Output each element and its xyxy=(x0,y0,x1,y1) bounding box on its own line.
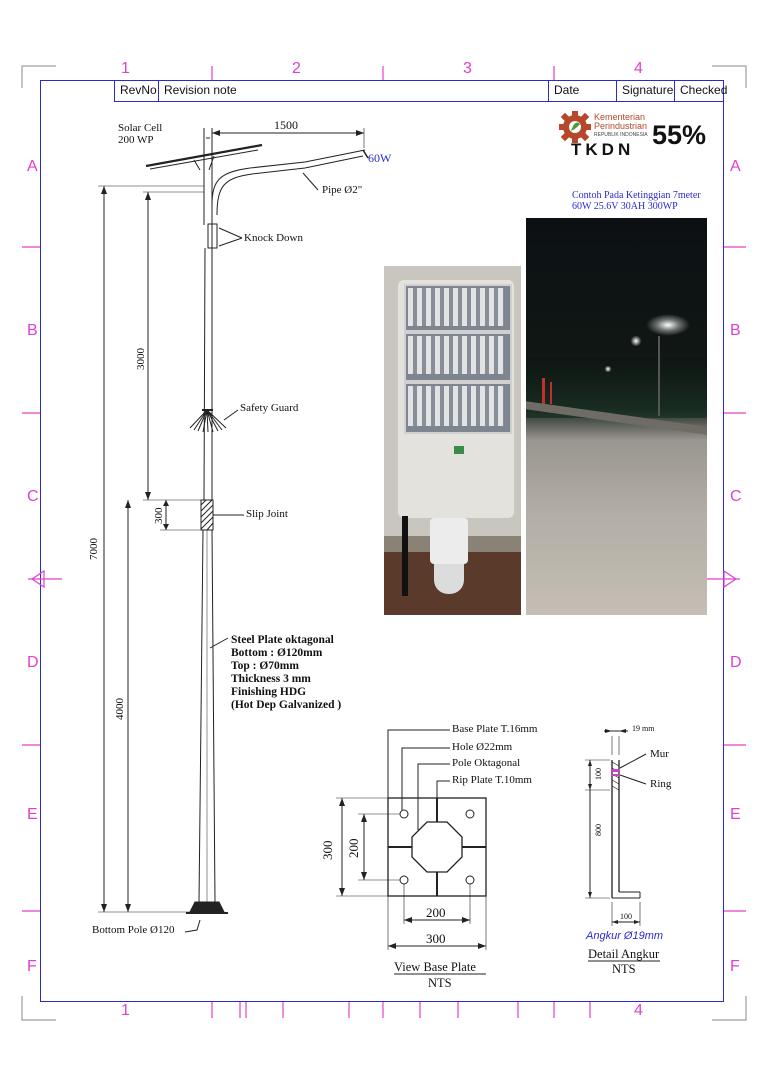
tkdn-percent: 55% xyxy=(652,120,707,150)
knock-down-label: Knock Down xyxy=(244,232,303,244)
pipe-label: Pipe Ø2" xyxy=(322,184,363,196)
anchor-title: Detail Angkur xyxy=(588,947,660,961)
bottom-pole-label: Bottom Pole Ø120 xyxy=(92,924,175,936)
zone-col-4: 4 xyxy=(634,60,643,77)
revno-header: RevNo xyxy=(114,80,158,102)
dim-joint: 300 xyxy=(153,507,165,524)
zone-col-4-bottom: 4 xyxy=(634,1002,643,1019)
spec-line-3: Top : Ø70mm xyxy=(231,660,299,672)
zone-row-d-left: D xyxy=(27,654,39,671)
example-caption-1: Contoh Pada Ketinggian 7meter xyxy=(572,190,701,201)
zone-col-3: 3 xyxy=(463,60,472,77)
anchor-scale: NTS xyxy=(612,962,636,976)
zone-col-1-bottom: 1 xyxy=(121,1002,130,1019)
lamp-watt-label: 60W xyxy=(368,151,392,165)
zone-row-c-right: C xyxy=(730,488,742,505)
hole-label: Hole Ø22mm xyxy=(452,741,513,753)
dim-inner-vertical: 200 xyxy=(346,838,361,858)
dim-total: 7000 xyxy=(88,538,100,560)
spec-line-2: Bottom : Ø120mm xyxy=(231,647,323,659)
zone-col-2: 2 xyxy=(292,60,301,77)
solar-cell-wp-label: 200 WP xyxy=(118,134,154,146)
anchor-dim-top: 19 mm xyxy=(632,724,655,733)
logo-line2: Perindustrian xyxy=(594,121,648,131)
logo-line3: REPUBLIK INDONESIA xyxy=(594,132,648,138)
signature-header: Signature xyxy=(616,80,674,102)
zone-row-a-left: A xyxy=(27,158,38,175)
dim-inner-horizontal: 200 xyxy=(426,905,446,920)
spec-line-6: (Hot Dep Galvanized ) xyxy=(231,699,342,711)
zone-row-b-left: B xyxy=(27,322,38,339)
tkdn-brand: TKDN xyxy=(571,140,635,159)
anchor-dim-thread: 100 xyxy=(594,768,603,780)
checked-header: Checked xyxy=(674,80,724,102)
dim-outer-horizontal: 300 xyxy=(426,931,446,946)
zone-row-e-left: E xyxy=(27,806,38,823)
pole-oktagonal-label: Pole Oktagonal xyxy=(452,757,521,769)
base-plate-title: View Base Plate xyxy=(394,960,476,974)
safety-guard-label: Safety Guard xyxy=(240,402,299,414)
zone-row-f-left: F xyxy=(27,958,37,975)
spec-line-5: Finishing HDG xyxy=(231,686,307,698)
zone-row-f-right: F xyxy=(730,958,740,975)
base-plate-thickness-label: Base Plate T.16mm xyxy=(452,723,538,735)
solar-cell-label: Solar Cell xyxy=(118,122,163,134)
zone-row-d-right: D xyxy=(730,654,742,671)
zone-row-a-right: A xyxy=(730,158,741,175)
example-caption-2: 60W 25.6V 30AH 300WP xyxy=(572,201,678,212)
spec-line-4: Thickness 3 mm xyxy=(231,673,311,685)
mur-label: Mur xyxy=(650,748,669,760)
logo-line1: Kementerian xyxy=(594,112,646,122)
anchor-dim-length: 800 xyxy=(594,824,603,836)
dim-upper: 3000 xyxy=(135,348,147,370)
zone-row-b-right: B xyxy=(730,322,741,339)
zone-col-1: 1 xyxy=(121,60,130,77)
dim-lower: 4000 xyxy=(114,698,126,720)
zone-row-e-right: E xyxy=(730,806,741,823)
slip-joint-label: Slip Joint xyxy=(246,508,288,520)
dim-outer-vertical: 300 xyxy=(320,840,335,860)
anchor-dim-foot: 100 xyxy=(620,912,632,921)
zone-row-c-left: C xyxy=(27,488,39,505)
date-header: Date xyxy=(548,80,616,102)
revision-note-header: Revision note xyxy=(158,80,548,102)
arm-length-dim: 1500 xyxy=(274,118,298,132)
base-plate-scale: NTS xyxy=(428,976,452,990)
rip-plate-label: Rip Plate T.10mm xyxy=(452,774,532,786)
spec-line-1: Steel Plate oktagonal xyxy=(231,634,334,646)
anchor-caption: Angkur Ø19mm xyxy=(586,930,664,942)
ring-label: Ring xyxy=(650,778,672,790)
